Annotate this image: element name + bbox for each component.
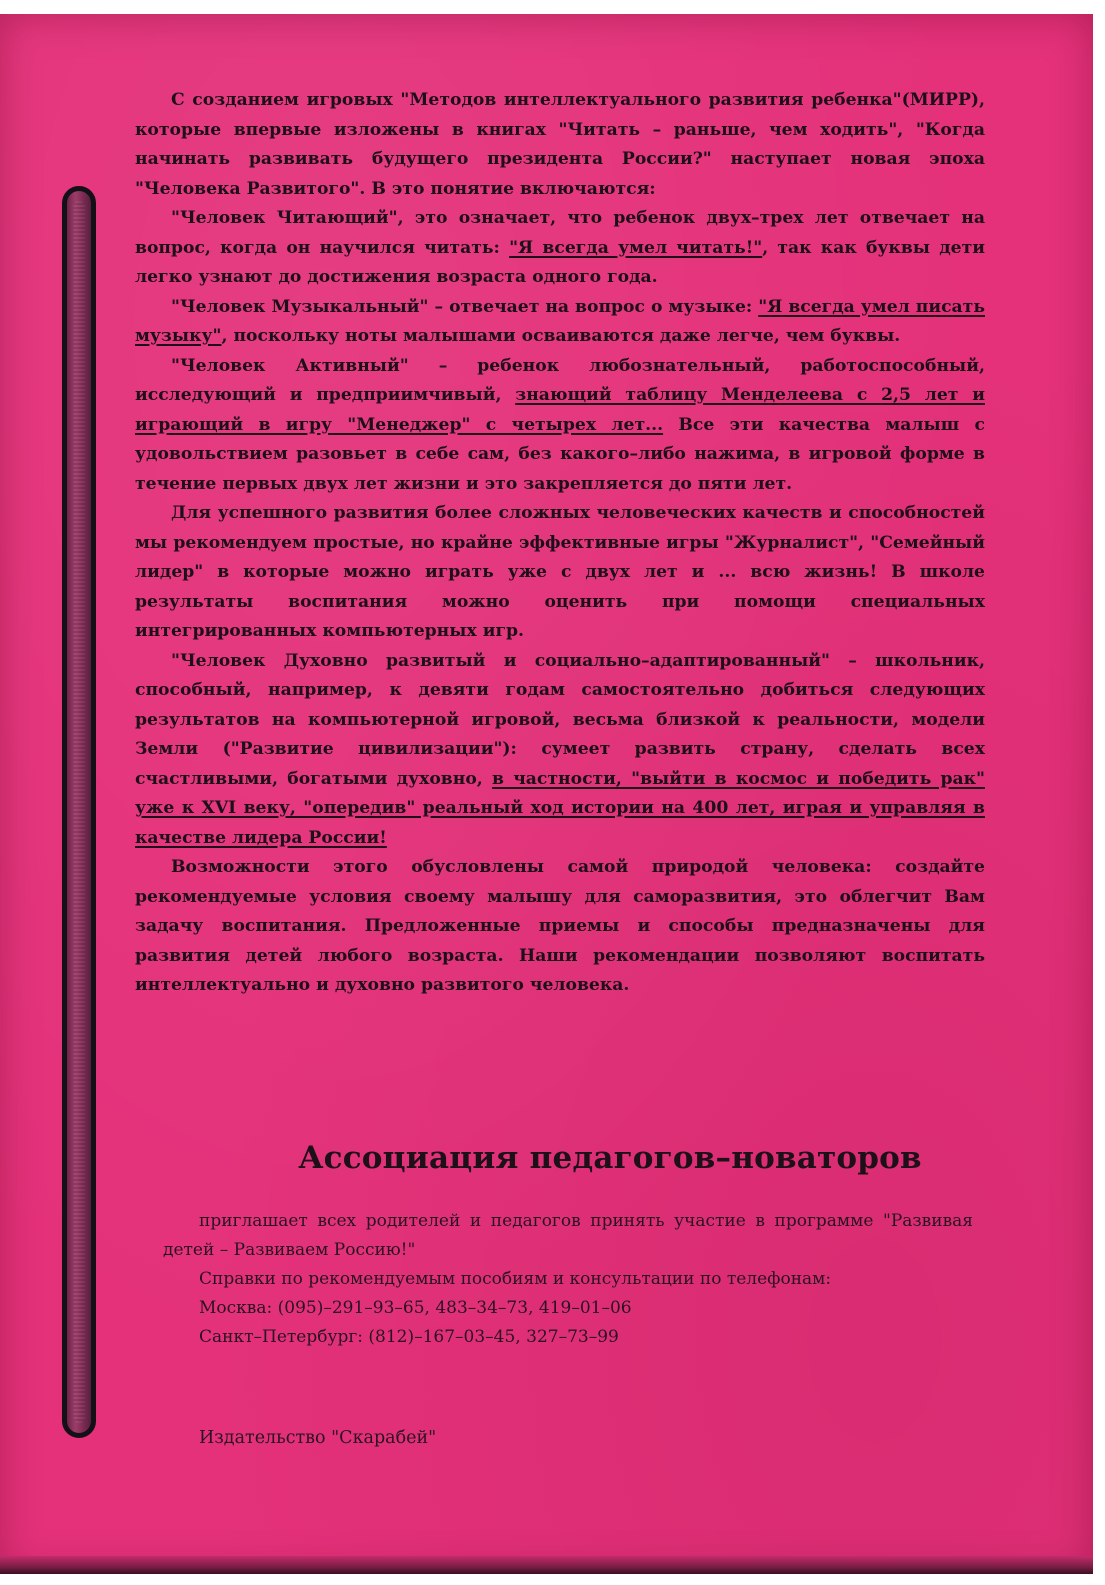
paragraph-complex-skills: Для успешного развития более сложных человеческих качеств и способностей мы рекомендуем простые, но крайне эффективные игры "Журналист", "Семейный лидер" в которые можно играть уже с двух лет и ... всю жизнь! В школе результаты воспитания можно оценить при помощи специальных интегрированных компьютерных игр. [135,503,985,641]
decorative-vertical-bar [62,186,96,1438]
invitation-block [163,1207,973,1352]
music-text-end: , поскольку ноты малышами осваиваются даже легче, чем буквы. [221,326,901,346]
spiritual-underlined: в частности, "выйти в космос и победить рак" уже к XVI веку, "опередив" реальный ход истории на 400 лет, играя и управляя в качестве лидера России! [135,768,985,848]
publisher-name: Издательство "Скарабей" [199,1428,437,1448]
active-text: "Человек Активный" – ребенок любознательный, работоспособный, исследующий и предприимчивый, [135,355,985,405]
paragraph-spiritual [135,647,985,854]
phone-moscow: Москва: (095)–291–93–65, 483–34–73, 419–01–06 [199,1298,632,1318]
phone-spb: Санкт–Петербург: (812)–167–03–45, 327–73–99 [199,1327,619,1347]
association-heading: Ассоциация педагогов–новаторов [298,1140,922,1176]
music-underlined: "Я всегда умел писать музыку" [135,296,985,346]
active-text-end: Все эти качества малыш с удовольствием разовьет в себе сам, без какого–либо нажима, в игровой форме в течение первых двух лет жизни и это закрепляется до пяти лет. [135,414,985,494]
paragraph-active [135,352,985,500]
contacts-intro: Справки по рекомендуемым пособиям и консультации по телефонам: [199,1269,832,1289]
paragraph-music [135,293,985,352]
music-text: "Человек Музыкальный" – отвечает на вопрос о музыке: [171,296,759,317]
active-underlined: знающий таблицу Менделеева с 2,5 лет и играющий в игру "Менеджер" с четырех лет... [135,385,985,435]
main-text [135,86,985,1001]
reading-underlined: "Я всегда умел читать!" [509,237,763,258]
spiritual-text: "Человек Духовно развитый и социально–адаптированный" – школьник, способный, например, к девяти годам самостоятельно добиться следующих результатов на компьютерной игровой, весьма близкой к реальности, модели Земли ("Развитие цивилизации"): сумеет развить страну, сделать всех счастливыми, богатыми духовно, [135,650,985,789]
invitation-text: приглашает всех родителей и педагогов принять участие в программе "Развивая детей – Развиваем Россию!" [163,1211,973,1260]
paragraph-reading [135,204,985,293]
cover-bottom-edge [0,1556,1093,1574]
paragraph-intro: С созданием игровых "Методов интеллектуального развития ребенка"(МИРР), которые впервые изложены в книгах "Читать – раньше, чем ходить", "Когда начинать развивать будущего президента России?" наступает новая эпоха "Человека Развитого". В это понятие включаются: [135,90,985,199]
paragraph-possibilities: Возможности этого обусловлены самой природой человека: создайте рекомендуемые условия своему малышу для саморазвития, это облегчит Вам задачу воспитания. Предложенные приемы и способы предназначены для развития детей любого возраста. Наши рекомендации позволяют воспитать интеллектуально и духовно развитого человека. [135,857,985,995]
reading-text-end: , так как буквы дети легко узнают до достижения возраста одного года. [135,237,986,287]
reading-text: "Человек Читающий", это означает, что ребенок двух–трех лет отвечает на вопрос, когда он научился читать: [135,208,985,258]
